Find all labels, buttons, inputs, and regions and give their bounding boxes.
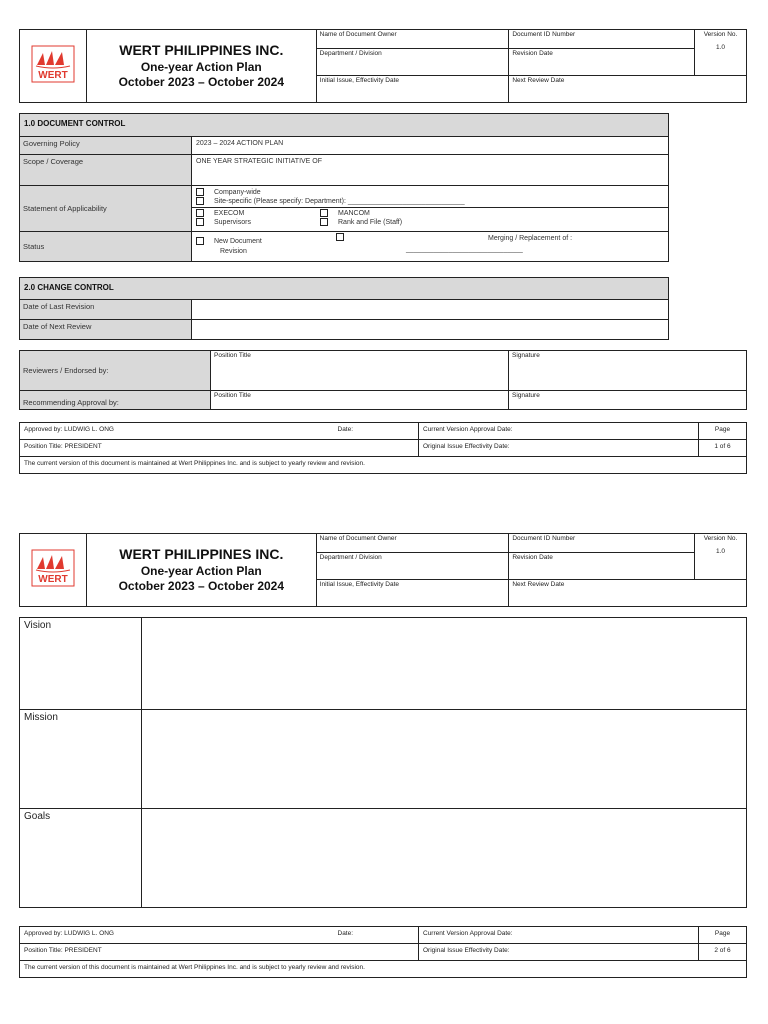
- option-site-specific[interactable]: Site-specific (Please specify: Department): ______________________________: [196, 197, 664, 206]
- option-rank-file[interactable]: Rank and File (Staff): [320, 218, 402, 227]
- version-value: 1.0: [715, 44, 726, 51]
- company-name: WERT PHILIPPINES INC.: [119, 546, 284, 562]
- position-title: Position Title: PRESIDENT: [20, 440, 419, 457]
- recommending-label: Recommending Approval by:: [20, 391, 211, 410]
- revision-date-field: Revision Date: [509, 49, 695, 76]
- department-field: Department / Division: [316, 49, 509, 76]
- document-control-section: [19, 113, 669, 262]
- applicability-label: Statement of Applicability: [20, 186, 192, 232]
- owner-field: Name of Document Owner: [316, 30, 509, 49]
- wert-logo-icon: [31, 45, 75, 83]
- footer-notice: The current version of this document is maintained at Wert Philippines Inc. and is subject to yearly review and revision.: [20, 961, 747, 978]
- status-options: [192, 232, 669, 262]
- checkbox-icon[interactable]: [196, 188, 204, 196]
- mission-content[interactable]: [142, 710, 747, 809]
- version-label: Version No.: [703, 535, 738, 542]
- footer-notice: The current version of this document is maintained at Wert Philippines Inc. and is subject to yearly review and revision.: [20, 457, 747, 474]
- next-review-label: Date of Next Review: [20, 320, 192, 340]
- checkbox-icon[interactable]: [336, 233, 344, 241]
- doc-id-field: Document ID Number: [509, 30, 695, 49]
- doc-id-field: Document ID Number: [509, 534, 695, 553]
- current-version-label: Current Version Approval Date:: [419, 927, 699, 944]
- last-revision-label: Date of Last Revision: [20, 300, 192, 320]
- owner-field: Name of Document Owner: [316, 534, 509, 553]
- page-label: Page: [699, 423, 747, 440]
- option-revision: Revision: [220, 248, 247, 255]
- position-title: Position Title: PRESIDENT: [20, 944, 419, 961]
- department-field: Department / Division: [316, 553, 509, 580]
- logo-text: WERT: [38, 573, 68, 585]
- vision-content[interactable]: [142, 618, 747, 710]
- reviewer-position: Position Title: [211, 351, 509, 391]
- next-review-field: Next Review Date: [509, 76, 747, 103]
- option-execom[interactable]: EXECOM: [196, 210, 244, 217]
- wert-logo-icon: [31, 549, 75, 587]
- page2-header: [19, 533, 747, 606]
- approved-by: Approved by: LUDWIG L. ONG: [20, 927, 334, 944]
- checkbox-icon[interactable]: [320, 218, 328, 226]
- initial-issue-field: Initial Issue, Effectivity Date: [316, 580, 509, 607]
- version-cell: [695, 30, 747, 76]
- change-control-title: 2.0 CHANGE CONTROL: [20, 278, 669, 300]
- logo-text: WERT: [38, 69, 68, 81]
- last-revision-value[interactable]: [192, 300, 669, 320]
- checkbox-icon[interactable]: [196, 197, 204, 205]
- date-label: Date:: [334, 927, 419, 944]
- option-merging: Merging / Replacement of :: [488, 235, 573, 242]
- applicability-options: [192, 186, 669, 232]
- checkbox-icon[interactable]: [196, 209, 204, 217]
- revision-date-field: Revision Date: [509, 553, 695, 580]
- version-cell: [695, 534, 747, 580]
- current-version-label: Current Version Approval Date:: [419, 423, 699, 440]
- logo-cell: [20, 30, 87, 103]
- plan-period: October 2023 – October 2024: [118, 579, 285, 593]
- original-issue-label: Original Issue Effectivity Date:: [419, 440, 699, 457]
- page1-header: [19, 29, 747, 102]
- plan-title: One-year Action Plan: [140, 60, 262, 74]
- scope-value: ONE YEAR STRATEGIC INITIATIVE OF: [192, 155, 669, 186]
- goals-label: Goals: [20, 809, 142, 908]
- recommending-signature: Signature: [509, 391, 747, 410]
- option-supervisors[interactable]: Supervisors: [196, 219, 251, 226]
- goals-content[interactable]: [142, 809, 747, 908]
- next-review-field: Next Review Date: [509, 580, 747, 607]
- title-cell: [86, 534, 316, 607]
- vmg-section: [19, 617, 747, 908]
- title-cell: [86, 30, 316, 103]
- recommending-position: Position Title: [211, 391, 509, 410]
- approved-by: Approved by: LUDWIG L. ONG: [20, 423, 334, 440]
- mission-label: Mission: [20, 710, 142, 809]
- scope-label: Scope / Coverage: [20, 155, 192, 186]
- version-value: 1.0: [715, 548, 726, 555]
- page-number: 1 of 6: [699, 440, 747, 457]
- vision-label: Vision: [20, 618, 142, 710]
- merging-line: ______________________________: [406, 246, 523, 253]
- page-number: 2 of 6: [699, 944, 747, 961]
- checkbox-icon[interactable]: [320, 209, 328, 217]
- page1-footer: [19, 422, 747, 474]
- option-company-wide[interactable]: Company-wide: [196, 188, 664, 197]
- option-new-document[interactable]: New Document: [196, 237, 262, 246]
- reviewers-label: Reviewers / Endorsed by:: [20, 351, 211, 391]
- reviewer-signature: Signature: [509, 351, 747, 391]
- governing-policy-value: 2023 – 2024 ACTION PLAN: [192, 137, 669, 155]
- status-label: Status: [20, 232, 192, 262]
- version-label: Version No.: [703, 31, 738, 38]
- company-name: WERT PHILIPPINES INC.: [119, 42, 284, 58]
- next-review-value[interactable]: [192, 320, 669, 340]
- document-control-title: 1.0 DOCUMENT CONTROL: [20, 114, 669, 137]
- plan-period: October 2023 – October 2024: [118, 75, 285, 89]
- page-label: Page: [699, 927, 747, 944]
- initial-issue-field: Initial Issue, Effectivity Date: [316, 76, 509, 103]
- original-issue-label: Original Issue Effectivity Date:: [419, 944, 699, 961]
- option-mancom[interactable]: MANCOM: [320, 209, 370, 218]
- change-control-section: [19, 277, 669, 340]
- approvals-section: [19, 350, 747, 410]
- page2-footer: [19, 926, 747, 978]
- logo-cell: [20, 534, 87, 607]
- governing-policy-label: Governing Policy: [20, 137, 192, 155]
- date-label: Date:: [334, 423, 419, 440]
- plan-title: One-year Action Plan: [140, 564, 262, 578]
- checkbox-icon[interactable]: [196, 218, 204, 226]
